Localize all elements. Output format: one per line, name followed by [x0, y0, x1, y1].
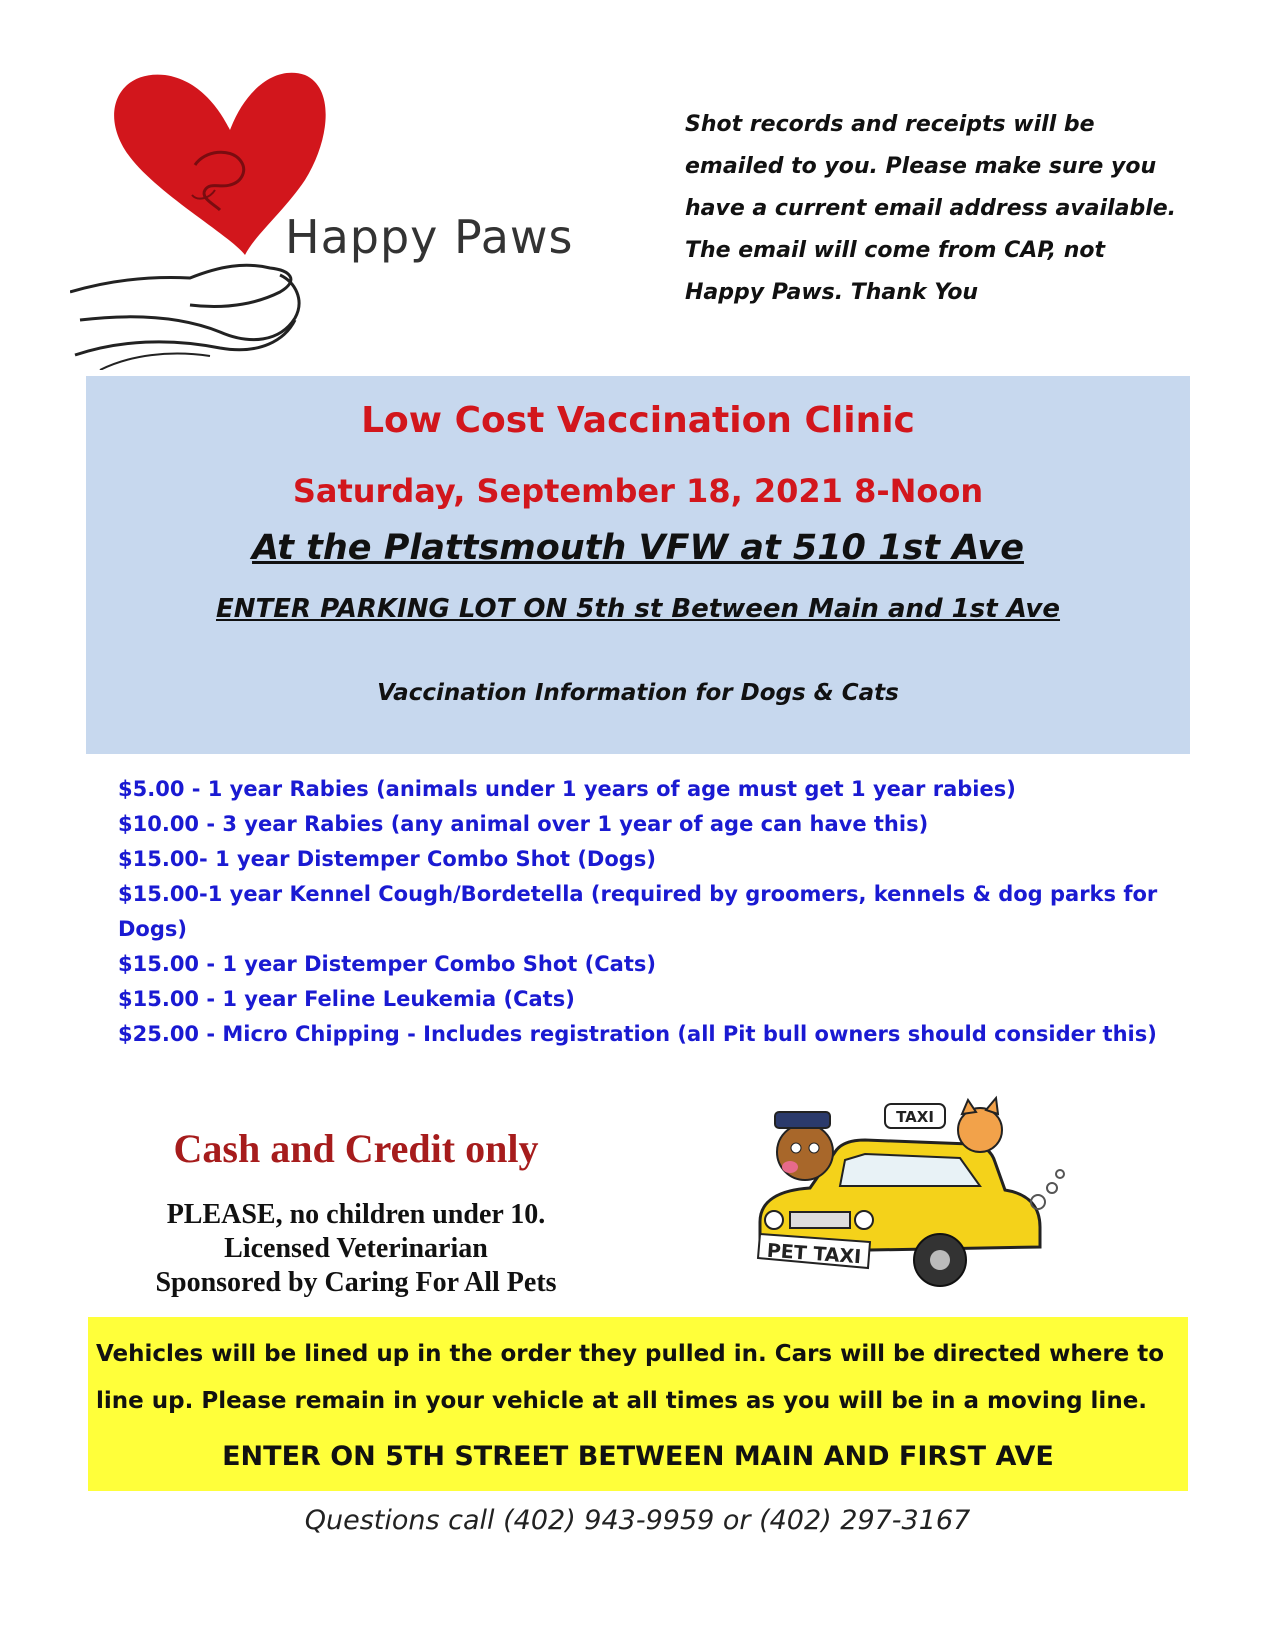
- vaccination-subtitle: Vaccination Information for Dogs & Cats: [377, 680, 899, 706]
- clinic-note: PLEASE, no children under 10.: [166, 1199, 546, 1230]
- clinic-notes: [86, 1198, 626, 1300]
- notice-line: Shot records and receipts will be: [685, 112, 1095, 137]
- contact-line: Questions call (402) 943-9959 or (402) 297-3167: [304, 1505, 971, 1536]
- clinic-location: At the Plattsmouth VFW at 510 1st Ave: [252, 528, 1024, 568]
- clinic-banner: [86, 376, 1190, 754]
- price-item: $15.00-1 year Kennel Cough/Bordetella (required by groomers, kennels & dog parks for Dogs): [118, 882, 1158, 941]
- notice-line: Happy Paws. Thank You: [685, 280, 979, 305]
- vehicle-instructions: [88, 1317, 1188, 1491]
- price-item: $15.00 - 1 year Feline Leukemia (Cats): [118, 987, 575, 1011]
- price-item: $15.00- 1 year Distemper Combo Shot (Dogs): [118, 847, 656, 871]
- clinic-note: Licensed Veterinarian: [224, 1233, 488, 1264]
- price-item: $15.00 - 1 year Distemper Combo Shot (Cats): [118, 952, 656, 976]
- clinic-title: Low Cost Vaccination Clinic: [361, 400, 915, 441]
- price-list: [118, 772, 1198, 1052]
- vehicle-instructions-text: Vehicles will be lined up in the order they pulled in. Cars will be directed where to line up. Please remain in your vehicle at all times as you will be in a moving line.: [96, 1341, 1165, 1414]
- notice-line: The email will come from CAP, not: [685, 238, 1105, 263]
- price-item: $25.00 - Micro Chipping - Includes registration (all Pit bull owners should consider this): [118, 1022, 1157, 1046]
- price-item: $10.00 - 3 year Rabies (any animal over 1 year of age can have this): [118, 812, 929, 836]
- logo-text: Happy Paws: [285, 210, 574, 264]
- happy-paws-logo: [70, 70, 630, 370]
- price-item: $5.00 - 1 year Rabies (animals under 1 years of age must get 1 year rabies): [118, 777, 1016, 801]
- clinic-date: Saturday, September 18, 2021 8-Noon: [292, 472, 984, 510]
- pet-taxi-image: [740, 1082, 1070, 1302]
- plate-text: PET TAXI: [766, 1239, 862, 1269]
- enter-instructions: ENTER ON 5TH STREET BETWEEN MAIN AND FIRST AVE: [222, 1441, 1054, 1472]
- pet-taxi-icon: [740, 1082, 1070, 1302]
- notice-line: emailed to you. Please make sure you: [685, 154, 1157, 179]
- payment-title: Cash and Credit only: [173, 1126, 539, 1171]
- email-notice: [685, 104, 1205, 314]
- clinic-note: Sponsored by Caring For All Pets: [155, 1267, 557, 1298]
- parking-instructions: ENTER PARKING LOT ON 5th st Between Main and 1st Ave: [215, 594, 1061, 624]
- notice-line: have a current email address available.: [685, 196, 1177, 221]
- taxi-sign-text: TAXI: [896, 1108, 934, 1126]
